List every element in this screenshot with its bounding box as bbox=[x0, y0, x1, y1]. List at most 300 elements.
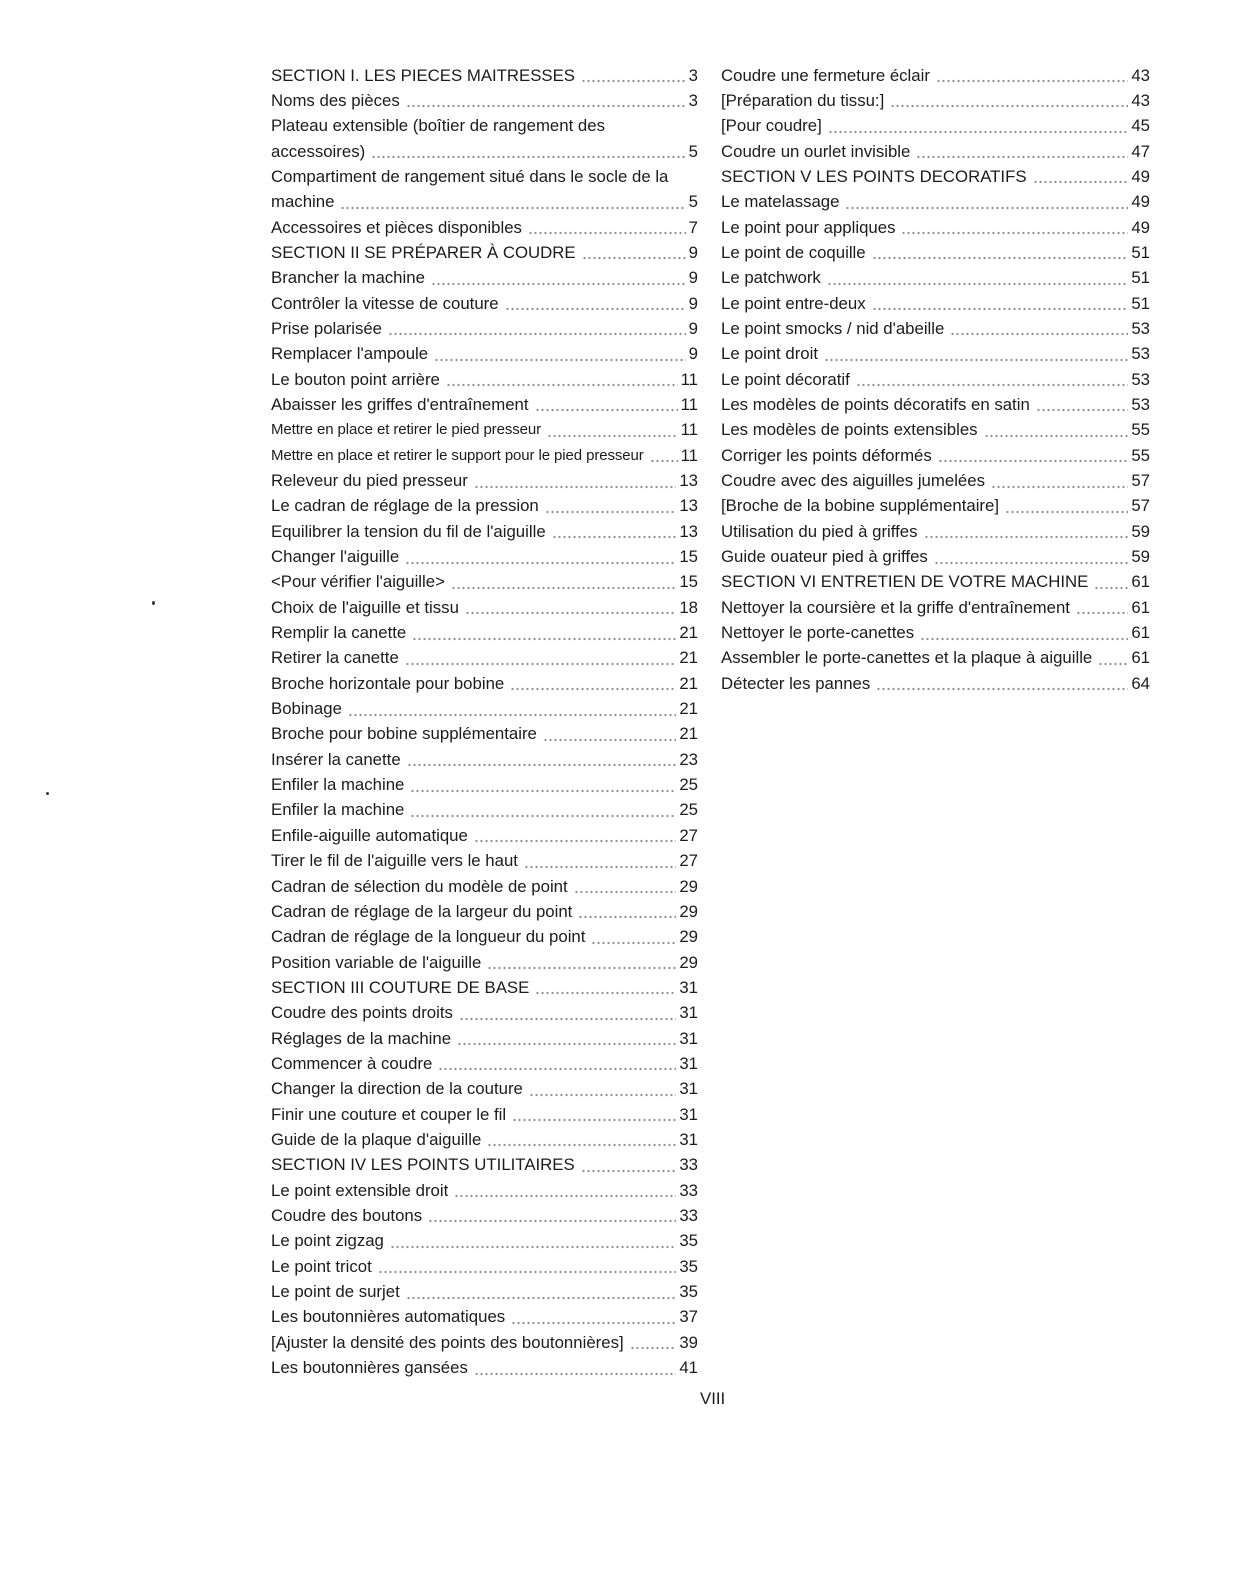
toc-entry-page: 21 bbox=[679, 648, 698, 668]
toc-entry bbox=[721, 417, 1150, 442]
toc-entry-page: 9 bbox=[688, 242, 698, 262]
toc-entry-title: Le point de coquille bbox=[721, 242, 866, 262]
dot-leader bbox=[543, 721, 676, 746]
toc-entry bbox=[271, 1228, 698, 1253]
toc-entry-title: Position variable de l'aiguille bbox=[271, 952, 482, 972]
toc-entry bbox=[271, 1051, 698, 1076]
toc-entry-title: Coudre des boutons bbox=[271, 1205, 423, 1225]
dot-leader bbox=[581, 63, 686, 88]
toc-entry-title: Remplacer l'ampoule bbox=[271, 344, 429, 364]
dot-leader bbox=[938, 443, 1129, 468]
toc-entry-title: Mettre en place et retirer le support pour le pied presseur bbox=[271, 446, 644, 464]
toc-entry-page: 39 bbox=[679, 1332, 698, 1352]
toc-entry bbox=[271, 797, 698, 822]
toc-entry bbox=[271, 772, 698, 797]
toc-entry-page: 5 bbox=[688, 141, 698, 161]
toc-entry bbox=[271, 1102, 698, 1127]
toc-entry-page: 23 bbox=[679, 749, 698, 769]
toc-entry bbox=[271, 1000, 698, 1025]
toc-entry-title: Contrôler la vitesse de couture bbox=[271, 293, 499, 313]
toc-entry bbox=[721, 88, 1150, 113]
toc-entry-title: Guide de la plaque d'aiguille bbox=[271, 1129, 482, 1149]
toc-entry-page: 53 bbox=[1131, 344, 1150, 364]
dot-leader bbox=[407, 747, 677, 772]
toc-entry-title: machine bbox=[271, 192, 335, 212]
toc-entry-page: 13 bbox=[679, 521, 698, 541]
toc-entry-title: Le point entre-deux bbox=[721, 293, 866, 313]
dot-leader bbox=[924, 519, 1129, 544]
toc-entry-page: 35 bbox=[679, 1256, 698, 1276]
dot-leader bbox=[1094, 569, 1128, 594]
toc-entry-title: SECTION IV LES POINTS UTILITAIRES bbox=[271, 1155, 575, 1175]
toc-entry bbox=[271, 1254, 698, 1279]
page-number: VIII bbox=[700, 1389, 726, 1408]
toc-entry bbox=[271, 924, 698, 949]
dot-leader bbox=[412, 620, 676, 645]
toc-entry-page: 29 bbox=[679, 927, 698, 947]
toc-entry-page: 15 bbox=[679, 547, 698, 567]
toc-entry-page: 21 bbox=[679, 623, 698, 643]
toc-entry bbox=[721, 443, 1150, 468]
toc-entry-title: Changer la direction de la couture bbox=[271, 1079, 523, 1099]
toc-entry-title: SECTION II SE PRÉPARER À COUDRE bbox=[271, 242, 576, 262]
toc-section-entry bbox=[271, 240, 698, 265]
dot-leader bbox=[428, 1203, 676, 1228]
dot-leader bbox=[650, 443, 678, 468]
toc-entry bbox=[271, 1076, 698, 1101]
toc-entry-page: 55 bbox=[1131, 420, 1150, 440]
toc-entry bbox=[721, 291, 1150, 316]
dot-leader bbox=[582, 240, 686, 265]
toc-entry-page: 31 bbox=[679, 1079, 698, 1099]
dot-leader bbox=[451, 569, 676, 594]
toc-entry-title: Broche horizontale pour bobine bbox=[271, 673, 505, 693]
dot-leader bbox=[856, 367, 1129, 392]
toc-entry-page: 27 bbox=[679, 851, 698, 871]
toc-entry-title: Coudre une fermeture éclair bbox=[721, 65, 930, 85]
toc-entry-page: 31 bbox=[679, 1053, 698, 1073]
dot-leader bbox=[388, 316, 686, 341]
toc-entry bbox=[271, 468, 698, 493]
toc-entry-title: Brancher la machine bbox=[271, 268, 425, 288]
toc-entry-page: 53 bbox=[1131, 394, 1150, 414]
toc-entry-title: Enfile-aiguille automatique bbox=[271, 825, 468, 845]
toc-entry bbox=[721, 139, 1150, 164]
dot-leader bbox=[438, 1051, 676, 1076]
toc-entry-page: 11 bbox=[680, 394, 698, 414]
toc-entry-title: Changer l'aiguille bbox=[271, 547, 400, 567]
toc-entry-title: Coudre des points droits bbox=[271, 1003, 453, 1023]
toc-entry bbox=[721, 671, 1150, 696]
toc-entry bbox=[721, 63, 1150, 88]
toc-entry-page: 9 bbox=[688, 344, 698, 364]
toc-entry bbox=[271, 443, 698, 468]
toc-entry bbox=[271, 595, 698, 620]
dot-leader bbox=[434, 341, 686, 366]
dot-leader bbox=[524, 848, 676, 873]
toc-entry-page: 57 bbox=[1131, 496, 1150, 516]
toc-entry bbox=[271, 1279, 698, 1304]
toc-entry-page: 31 bbox=[679, 1003, 698, 1023]
toc-entry bbox=[271, 874, 698, 899]
dot-leader bbox=[431, 265, 686, 290]
toc-entry-page: 41 bbox=[679, 1358, 698, 1378]
dot-leader bbox=[378, 1254, 677, 1279]
toc-entry-title: Les modèles de points extensibles bbox=[721, 420, 978, 440]
scan-speck bbox=[46, 792, 49, 795]
toc-entry-page: 45 bbox=[1131, 116, 1150, 136]
dot-leader bbox=[474, 823, 676, 848]
toc-entry-title: Cadran de sélection du modèle de point bbox=[271, 876, 568, 896]
toc-entry bbox=[271, 417, 698, 442]
toc-entry-title: Le point zigzag bbox=[271, 1231, 384, 1251]
toc-right-column bbox=[721, 63, 1150, 697]
dot-leader bbox=[872, 291, 1129, 316]
toc-entry-title: Nettoyer le porte-canettes bbox=[721, 623, 915, 643]
dot-leader bbox=[872, 240, 1129, 265]
toc-entry bbox=[271, 164, 698, 189]
toc-entry bbox=[271, 721, 698, 746]
toc-entry-page: 31 bbox=[679, 977, 698, 997]
dot-leader bbox=[487, 1127, 676, 1152]
dot-leader bbox=[454, 1178, 676, 1203]
toc-entry-title: Le matelassage bbox=[721, 192, 840, 212]
toc-entry-title: Mettre en place et retirer le pied presseur bbox=[271, 421, 541, 439]
toc-entry-page: 51 bbox=[1131, 268, 1150, 288]
toc-entry-title: Le patchwork bbox=[721, 268, 821, 288]
toc-entry-title: Guide ouateur pied à griffes bbox=[721, 547, 928, 567]
dot-leader bbox=[591, 924, 676, 949]
toc-entry-title: Nettoyer la coursière et la griffe d'entraînement bbox=[721, 597, 1070, 617]
dot-leader bbox=[552, 519, 677, 544]
dot-leader bbox=[1036, 392, 1129, 417]
toc-entry bbox=[721, 341, 1150, 366]
toc-entry bbox=[271, 316, 698, 341]
toc-entry-title: Noms des pièces bbox=[271, 90, 400, 110]
toc-entry-page: 47 bbox=[1131, 141, 1150, 161]
toc-entry-title: Bobinage bbox=[271, 699, 342, 719]
dot-leader bbox=[828, 113, 1129, 138]
toc-entry-page: 13 bbox=[679, 471, 698, 490]
toc-entry bbox=[271, 1355, 698, 1380]
toc-entry bbox=[271, 1026, 698, 1051]
toc-section-entry bbox=[721, 569, 1150, 594]
dot-leader bbox=[529, 1076, 676, 1101]
dot-leader bbox=[578, 899, 676, 924]
toc-entry bbox=[721, 645, 1150, 670]
dot-leader bbox=[505, 291, 686, 316]
toc-entry-title: SECTION V LES POINTS DECORATIFS bbox=[721, 166, 1027, 186]
toc-entry bbox=[271, 392, 698, 417]
toc-entry-page: 37 bbox=[679, 1307, 698, 1327]
toc-entry-page: 29 bbox=[679, 901, 698, 921]
toc-entry-page: 61 bbox=[1131, 597, 1150, 617]
dot-leader bbox=[405, 645, 677, 670]
toc-entry-title: Prise polarisée bbox=[271, 318, 382, 338]
dot-leader bbox=[876, 671, 1128, 696]
toc-entry-title: Equilibrer la tension du fil de l'aiguille bbox=[271, 521, 546, 541]
dot-leader bbox=[406, 1279, 677, 1304]
dot-leader bbox=[410, 772, 676, 797]
dot-leader bbox=[465, 595, 676, 620]
dot-leader bbox=[936, 63, 1128, 88]
toc-entry-page: 3 bbox=[688, 90, 698, 110]
toc-entry-page: 49 bbox=[1131, 166, 1150, 186]
toc-entry-page: 33 bbox=[679, 1180, 698, 1200]
toc-entry bbox=[721, 215, 1150, 240]
toc-entry bbox=[271, 265, 698, 290]
dot-leader bbox=[457, 1026, 676, 1051]
toc-entry-page: 43 bbox=[1131, 90, 1150, 110]
toc-entry-page: 59 bbox=[1131, 547, 1150, 567]
toc-entry-page: 18 bbox=[679, 597, 698, 617]
dot-leader bbox=[410, 797, 676, 822]
dot-leader bbox=[371, 139, 685, 164]
toc-entry-page: 61 bbox=[1131, 623, 1150, 643]
toc-entry-page: 7 bbox=[688, 217, 698, 237]
scan-speck bbox=[152, 601, 155, 605]
toc-entry-title: Remplir la canette bbox=[271, 623, 407, 643]
toc-entry-page: 5 bbox=[688, 192, 698, 212]
dot-leader bbox=[574, 874, 677, 899]
toc-entry-page: 59 bbox=[1131, 521, 1150, 541]
toc-entry bbox=[271, 544, 698, 569]
dot-leader bbox=[535, 975, 676, 1000]
toc-entry-page: 25 bbox=[679, 800, 698, 820]
toc-entry bbox=[271, 1304, 698, 1329]
toc-entry bbox=[721, 519, 1150, 544]
toc-entry-page: 64 bbox=[1131, 673, 1150, 693]
toc-entry-title: Finir une couture et couper le fil bbox=[271, 1104, 507, 1124]
toc-entry-title: Enfiler la machine bbox=[271, 800, 405, 820]
toc-entry-title: Les boutonnières gansées bbox=[271, 1358, 468, 1378]
toc-entry bbox=[271, 341, 698, 366]
toc-entry bbox=[271, 620, 698, 645]
toc-entry bbox=[721, 468, 1150, 493]
toc-entry bbox=[721, 113, 1150, 138]
dot-leader bbox=[890, 88, 1128, 113]
toc-entry-title: Accessoires et pièces disponibles bbox=[271, 217, 522, 237]
toc-entry-title: Releveur du pied presseur bbox=[271, 471, 468, 490]
toc-entry-page: 53 bbox=[1131, 318, 1150, 338]
toc-entry bbox=[271, 950, 698, 975]
toc-entry bbox=[271, 747, 698, 772]
dot-leader bbox=[984, 417, 1129, 442]
toc-entry bbox=[721, 544, 1150, 569]
dot-leader bbox=[512, 1102, 676, 1127]
toc-entry-title: Utilisation du pied à griffes bbox=[721, 521, 918, 541]
dot-leader bbox=[581, 1152, 677, 1177]
toc-entry bbox=[721, 493, 1150, 518]
toc-entry bbox=[271, 899, 698, 924]
toc-entry-title: Cadran de réglage de la largeur du point bbox=[271, 901, 573, 921]
toc-entry-page: 11 bbox=[680, 445, 698, 465]
toc-entry-title: Assembler le porte-canettes et la plaque à aiguille bbox=[721, 648, 1093, 668]
toc-entry-page: 61 bbox=[1131, 572, 1150, 592]
toc-entry-page: 9 bbox=[688, 293, 698, 313]
toc-section-entry bbox=[271, 1152, 698, 1177]
toc-entry-title: [Broche de la bobine supplémentaire] bbox=[721, 496, 1000, 516]
toc-entry-title: SECTION VI ENTRETIEN DE VOTRE MACHINE bbox=[721, 572, 1089, 592]
toc-entry-title: Le point pour appliques bbox=[721, 217, 896, 237]
dot-leader bbox=[630, 1330, 677, 1355]
toc-entry-title: Tirer le fil de l'aiguille vers le haut bbox=[271, 851, 518, 871]
toc-entry bbox=[271, 139, 698, 164]
dot-leader bbox=[901, 215, 1128, 240]
toc-entry-title: Abaisser les griffes d'entraînement bbox=[271, 394, 529, 414]
dot-leader bbox=[511, 1304, 676, 1329]
toc-entry-page: 11 bbox=[680, 369, 698, 389]
toc-entry-title: Commencer à coudre bbox=[271, 1053, 433, 1073]
toc-entry-page: 29 bbox=[679, 952, 698, 972]
toc-entry-page: 31 bbox=[679, 1104, 698, 1124]
toc-entry bbox=[721, 367, 1150, 392]
toc-entry-title: Coudre avec des aiguilles jumelées bbox=[721, 471, 985, 490]
toc-entry-page: 35 bbox=[679, 1231, 698, 1251]
toc-entry-title: accessoires) bbox=[271, 141, 366, 161]
toc-entry bbox=[271, 823, 698, 848]
dot-leader bbox=[547, 417, 678, 442]
toc-entry-title: Compartiment de rangement situé dans le socle de la bbox=[271, 166, 669, 186]
toc-entry-page: 21 bbox=[679, 724, 698, 744]
toc-section-entry bbox=[271, 63, 698, 88]
toc-entry-title: Insérer la canette bbox=[271, 749, 401, 769]
toc-entry-title: Broche pour bobine supplémentaire bbox=[271, 724, 537, 744]
toc-section-entry bbox=[271, 975, 698, 1000]
toc-entry-title: Cadran de réglage de la longueur du point bbox=[271, 927, 586, 947]
dot-leader bbox=[487, 950, 676, 975]
toc-entry-title: Corriger les points déformés bbox=[721, 445, 932, 465]
dot-leader bbox=[390, 1228, 676, 1253]
dot-leader bbox=[474, 1355, 676, 1380]
toc-entry-page: 25 bbox=[679, 775, 698, 795]
toc-entry bbox=[271, 1178, 698, 1203]
toc-entry bbox=[271, 519, 698, 544]
dot-leader bbox=[827, 265, 1129, 290]
dot-leader bbox=[474, 468, 677, 493]
toc-entry-page: 33 bbox=[679, 1205, 698, 1225]
toc-entry bbox=[271, 215, 698, 240]
toc-entry-title: Le point de surjet bbox=[271, 1282, 400, 1301]
toc-section-entry bbox=[721, 164, 1150, 189]
toc-entry-page: 61 bbox=[1131, 648, 1150, 668]
toc-entry-title: Les boutonnières automatiques bbox=[271, 1307, 506, 1327]
toc-entry-title: Plateau extensible (boîtier de rangement des bbox=[271, 116, 605, 136]
toc-entry-title: [Préparation du tissu:] bbox=[721, 90, 885, 110]
toc-entry-title: [Pour coudre] bbox=[721, 116, 822, 136]
dot-leader bbox=[340, 189, 685, 214]
toc-entry bbox=[271, 113, 698, 138]
toc-entry-page: 35 bbox=[679, 1282, 698, 1301]
toc-entry bbox=[721, 392, 1150, 417]
dot-leader bbox=[1005, 493, 1128, 518]
toc-entry bbox=[721, 265, 1150, 290]
toc-entry bbox=[721, 595, 1150, 620]
dot-leader bbox=[459, 1000, 676, 1025]
toc-entry-page: 13 bbox=[679, 496, 698, 516]
toc-entry-page: 31 bbox=[679, 1028, 698, 1048]
toc-entry-page: 51 bbox=[1131, 293, 1150, 313]
toc-entry-page: 9 bbox=[688, 318, 698, 338]
toc-entry-page: 33 bbox=[679, 1155, 698, 1175]
dot-leader bbox=[1076, 595, 1128, 620]
toc-entry bbox=[271, 493, 698, 518]
toc-entry-page: 3 bbox=[688, 65, 698, 85]
dot-leader bbox=[950, 316, 1128, 341]
dot-leader bbox=[934, 544, 1129, 569]
toc-left-column bbox=[271, 63, 698, 1381]
toc-entry-page: 9 bbox=[688, 268, 698, 288]
toc-entry-page: 21 bbox=[679, 699, 698, 719]
toc-entry-page: 43 bbox=[1131, 65, 1150, 85]
toc-entry bbox=[721, 316, 1150, 341]
toc-entry-title: Le point extensible droit bbox=[271, 1180, 449, 1200]
toc-entry-title: Choix de l'aiguille et tissu bbox=[271, 597, 459, 617]
toc-entry bbox=[721, 240, 1150, 265]
toc-entry bbox=[271, 1330, 698, 1355]
toc-entry bbox=[271, 189, 698, 214]
dot-leader bbox=[991, 468, 1128, 493]
toc-entry-title: Réglages de la machine bbox=[271, 1028, 452, 1048]
dot-leader bbox=[446, 367, 678, 392]
toc-entry-page: 15 bbox=[679, 572, 698, 592]
toc-entry-page: 21 bbox=[679, 673, 698, 693]
toc-entry-page: 51 bbox=[1131, 242, 1150, 262]
toc-entry-title: Les modèles de points décoratifs en satin bbox=[721, 394, 1030, 414]
dot-leader bbox=[845, 189, 1128, 214]
dot-leader bbox=[528, 215, 686, 240]
toc-entry-title: <Pour vérifier l'aiguille> bbox=[271, 572, 445, 592]
toc-entry bbox=[271, 291, 698, 316]
dot-leader bbox=[920, 620, 1128, 645]
toc-entry-page: 53 bbox=[1131, 369, 1150, 389]
toc-entry-page: 55 bbox=[1131, 445, 1150, 465]
toc-entry-title: SECTION I. LES PIECES MAITRESSES bbox=[271, 65, 576, 85]
toc-entry bbox=[721, 620, 1150, 645]
toc-entry-page: 49 bbox=[1131, 192, 1150, 212]
toc-entry bbox=[271, 848, 698, 873]
toc-entry-title: Le point tricot bbox=[271, 1256, 372, 1276]
dot-leader bbox=[348, 696, 676, 721]
toc-entry-title: Le cadran de réglage de la pression bbox=[271, 496, 539, 516]
toc-entry bbox=[271, 1203, 698, 1228]
toc-entry-title: Le point décoratif bbox=[721, 369, 850, 389]
toc-entry-title: Le point smocks / nid d'abeille bbox=[721, 318, 945, 338]
dot-leader bbox=[510, 671, 676, 696]
dot-leader bbox=[406, 88, 686, 113]
toc-entry-title: Le point droit bbox=[721, 344, 819, 364]
toc-entry-page: 31 bbox=[679, 1129, 698, 1149]
toc-entry bbox=[271, 569, 698, 594]
toc-entry bbox=[721, 189, 1150, 214]
dot-leader bbox=[1033, 164, 1129, 189]
toc-entry-page: 29 bbox=[679, 876, 698, 896]
toc-entry-title: Enfiler la machine bbox=[271, 775, 405, 795]
dot-leader bbox=[1098, 645, 1128, 670]
toc-entry bbox=[271, 696, 698, 721]
toc-entry-page: 27 bbox=[679, 825, 698, 845]
toc-entry-title: [Ajuster la densité des points des boutonnières] bbox=[271, 1332, 624, 1352]
dot-leader bbox=[535, 392, 678, 417]
toc-entry-page: 11 bbox=[680, 420, 698, 440]
toc-entry bbox=[271, 367, 698, 392]
dot-leader bbox=[545, 493, 677, 518]
toc-entry bbox=[271, 645, 698, 670]
toc-entry-title: Coudre un ourlet invisible bbox=[721, 141, 911, 161]
toc-entry-title: Le bouton point arrière bbox=[271, 369, 440, 389]
toc-entry-title: Détecter les pannes bbox=[721, 673, 871, 693]
toc-entry bbox=[271, 1127, 698, 1152]
